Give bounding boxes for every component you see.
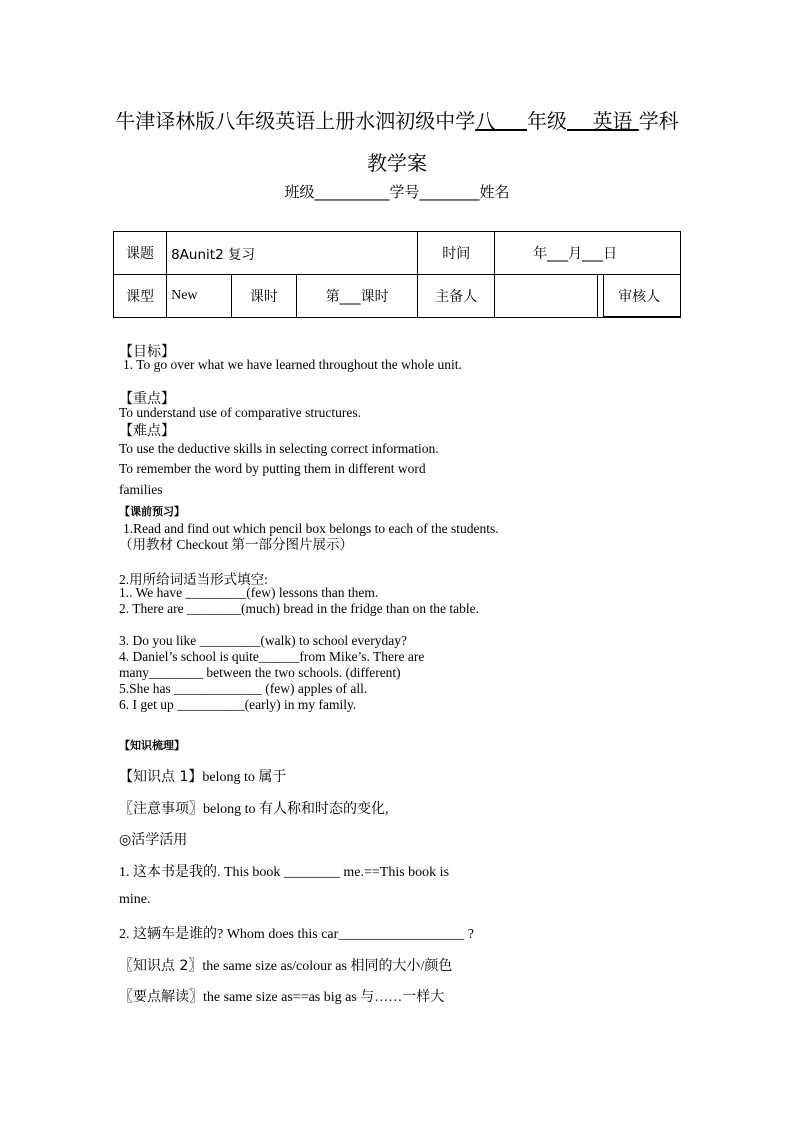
time-value: 年___月___日: [495, 232, 681, 275]
topic-label: 课题: [114, 232, 167, 275]
knowledge-point-1: 【知识点 1】belong to 属于: [119, 769, 287, 785]
table-row: [114, 232, 681, 275]
grade-value: 八: [475, 109, 496, 133]
preview-header: 【课前预习】: [119, 505, 185, 518]
document-title: [0, 105, 794, 134]
difficulty-text-3: families: [119, 482, 163, 497]
preparer-value: [495, 275, 598, 318]
title-prefix: 牛津译林版八年级英语上册水泗初级中学: [115, 109, 476, 133]
period-value: 第___课时: [296, 275, 418, 318]
subject-label: 学科: [638, 109, 679, 133]
topic-value: 8Aunit2 复习: [167, 232, 418, 275]
reviewer-label: 审核人: [597, 275, 680, 318]
goal-text: 1. To go over what we have learned throughout the whole unit.: [123, 357, 462, 372]
student-info-line: 班级__________学号________姓名: [284, 183, 510, 201]
type-label: 课型: [114, 275, 167, 318]
fill-item-6: 6. I get up __________(early) in my family.: [119, 697, 357, 712]
preview-text: 1.Read and find out which pencil box belongs to each of the students.（用教材 Checkout 第一部分图片展示）: [119, 521, 499, 552]
fill-item-5: 5.She has _____________ (few) apples of all.: [119, 681, 368, 696]
exercise-2: 2. 这辆车是谁的? Whom does this car__________________ ?: [119, 927, 475, 942]
grade-label: 年级: [527, 109, 567, 133]
explain-line: 〖要点解读〗the same size as==as big as 与……一样大: [119, 989, 445, 1005]
exercise-1-line-1: 1. 这本书是我的. This book ________ me.==This book is: [119, 865, 450, 880]
goal-header: 【目标】: [119, 344, 175, 360]
period-label: 课时: [231, 275, 296, 318]
type-value: New: [167, 275, 232, 318]
reviewer-value: [603, 274, 681, 317]
fill-item-4: 4. Daniel’s school is quite______from Mike’s. There are many________ between the two schools. (different): [119, 649, 425, 680]
lesson-info-table: [113, 231, 681, 318]
knowledge-point-2: 〖知识点 2〗the same size as/colour as 相同的大小/颜色: [119, 958, 453, 974]
fill-item-1: 1.. We have _________(few) lessons than them.: [119, 585, 379, 600]
subject-value: 英语: [592, 109, 633, 133]
fill-item-2: 2. There are ________(much) bread in the fridge than on the table.: [119, 601, 479, 616]
difficulty-text-1: To use the deductive skills in selecting correct information.: [119, 441, 439, 456]
preparer-label: 主备人: [418, 275, 495, 318]
document-subtitle: 教学案: [367, 151, 427, 175]
table-row: [114, 275, 681, 318]
difficulty-text-2: To remember the word by putting them in different word: [119, 461, 426, 476]
difficulty-header: 【难点】: [119, 423, 175, 439]
note-line: 〖注意事项〗belong to 有人称和时态的变化,: [119, 801, 389, 817]
key-header: 【重点】: [119, 391, 175, 407]
knowledge-header: 【知识梳理】: [119, 739, 185, 752]
time-label: 时间: [418, 232, 495, 275]
practice-label: ◎活学活用: [119, 832, 188, 848]
exercise-1-line-2: mine.: [119, 892, 151, 907]
fill-title: 2.用所给词适当形式填空:: [119, 572, 268, 587]
key-text: To understand use of comparative structures.: [119, 405, 361, 420]
fill-item-3: 3. Do you like _________(walk) to school everyday?: [119, 633, 407, 648]
